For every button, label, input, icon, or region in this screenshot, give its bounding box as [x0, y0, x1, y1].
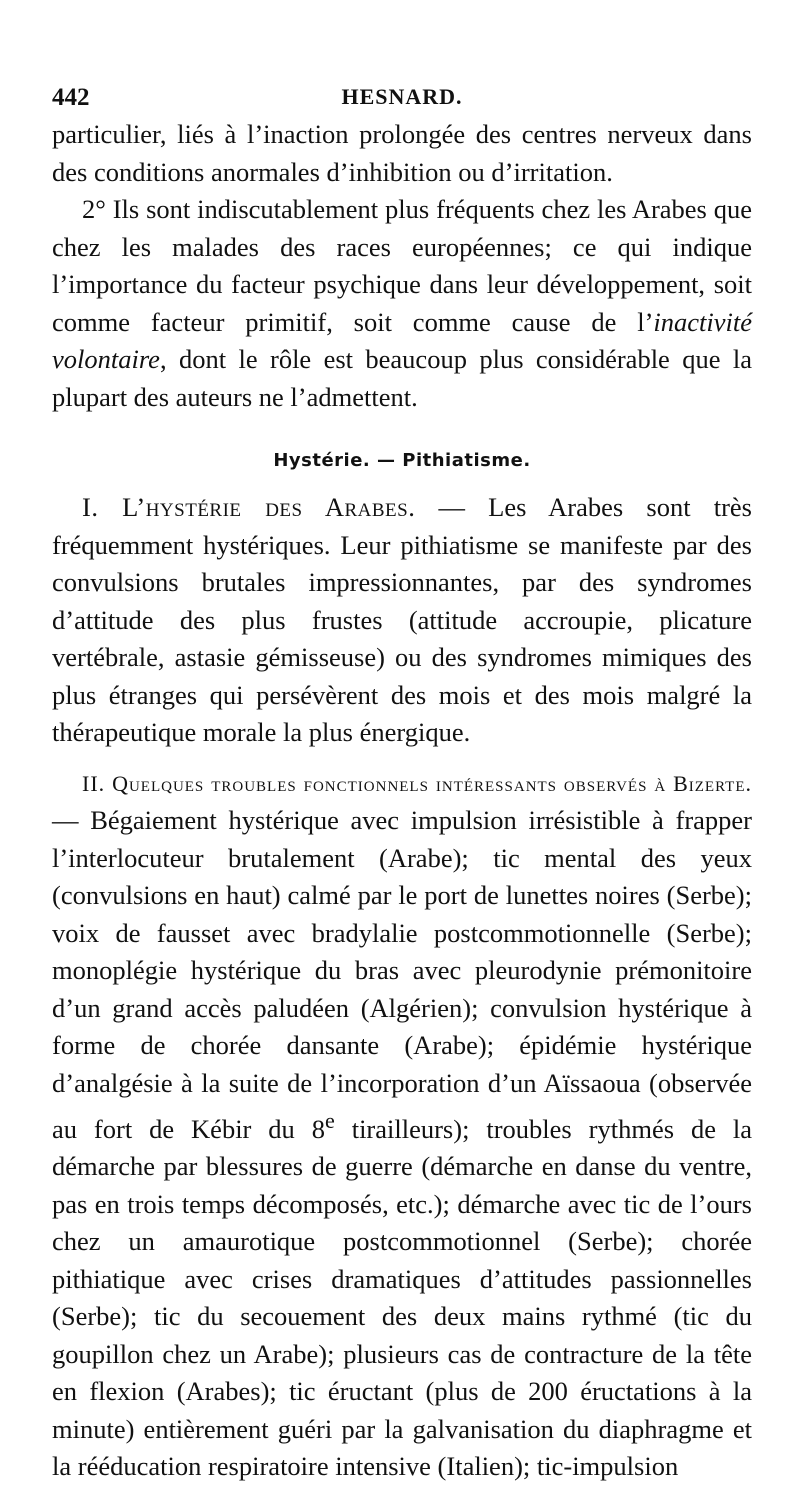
- running-head: [52, 72, 752, 116]
- paragraph-point-2: [52, 191, 752, 416]
- paragraph-text: , dont le rôle est beaucoup plus considérable que la plupart des auteurs ne l’admettent.: [52, 344, 752, 412]
- paragraph-text: — Les Arabes sont très fréquemment hystériques. Leur pithiatisme se manifeste par des convulsions brutales impressionnantes, par des syndromes d’attitude des plus frustes (attitude accroupie, plicature vertébrale, astasie gémisseuse) ou des syndromes mimiques des plus étranges qui persévèrent des mois et des mois malgré la thérapeutique morale la plus énergique.: [52, 492, 752, 747]
- subsection-lead: I. L’hystérie des Arabes.: [82, 492, 416, 522]
- running-title: HESNARD.: [341, 84, 463, 109]
- section-heading: Hystérie. — Pithiatisme.: [273, 450, 531, 471]
- spacer: [52, 752, 752, 764]
- subsection-lead: II. Quelques troubles fonctionnels intéressants observés à Bizerte.: [82, 770, 752, 796]
- page-number: 442: [52, 84, 90, 111]
- page: [52, 72, 752, 1486]
- paragraph-text: tirailleurs); troubles rythmés de la démarche par blessures de guerre (démarche en danse du ventre, pas en trois temps décomposés, etc.); démarche avec tic de l’ours chez un amaurotique postcommotionnel (Serbe); chorée pithiatique avec crises dramatiques d’attitudes passionnelles (Serbe); tic du secouement des deux mains rythmé (tic du goupillon chez un Arabe); plusieurs cas de contracture de la tête en flexion (Arabes); tic éructant (plus de 200 éructations à la minute) entièrement guéri par la galvanisation du diaphragme et la rééducation respiratoire intensive (Italien); tic-impulsion: [52, 1113, 752, 1482]
- superscript: e: [324, 1108, 335, 1133]
- paragraph-text: 2° Ils sont indiscutablement plus fréquents chez les Arabes que chez les malades des races européennes; ce qui indique l’importance du facteur psychique dans leur développement, soit comme facteur primitif, soit comme cause de l’: [52, 194, 752, 337]
- paragraph-part-2: [52, 764, 752, 1486]
- paragraph-text: — Bégaiement hystérique avec impulsion irrésistible à frapper l’interlocuteur brutalement (Arabe); tic mental des yeux (convulsions en haut) calmé par le port de lunettes noires (Serbe); voix de fausset avec bradylalie postcommotionnelle (Serbe); monoplégie hystérique du bras avec pleurodynie prémonitoire d’un grand accès paludéen (Algérien); convulsion hystérique à forme de chorée dansante (Arabe); épidémie hystérique d’analgésie à la suite de l’incorporation d’un Aïssaoua (observée au fort de Kébir du 8: [52, 805, 752, 1144]
- paragraph-text: particulier, liés à l’inaction prolongée des centres nerveux dans des conditions anormales d’inhibition ou d’irritation.: [52, 119, 752, 187]
- paragraph-part-1: [52, 489, 752, 752]
- italic-term: inactivité volontaire: [52, 306, 752, 374]
- paragraph-continuation: [52, 116, 752, 191]
